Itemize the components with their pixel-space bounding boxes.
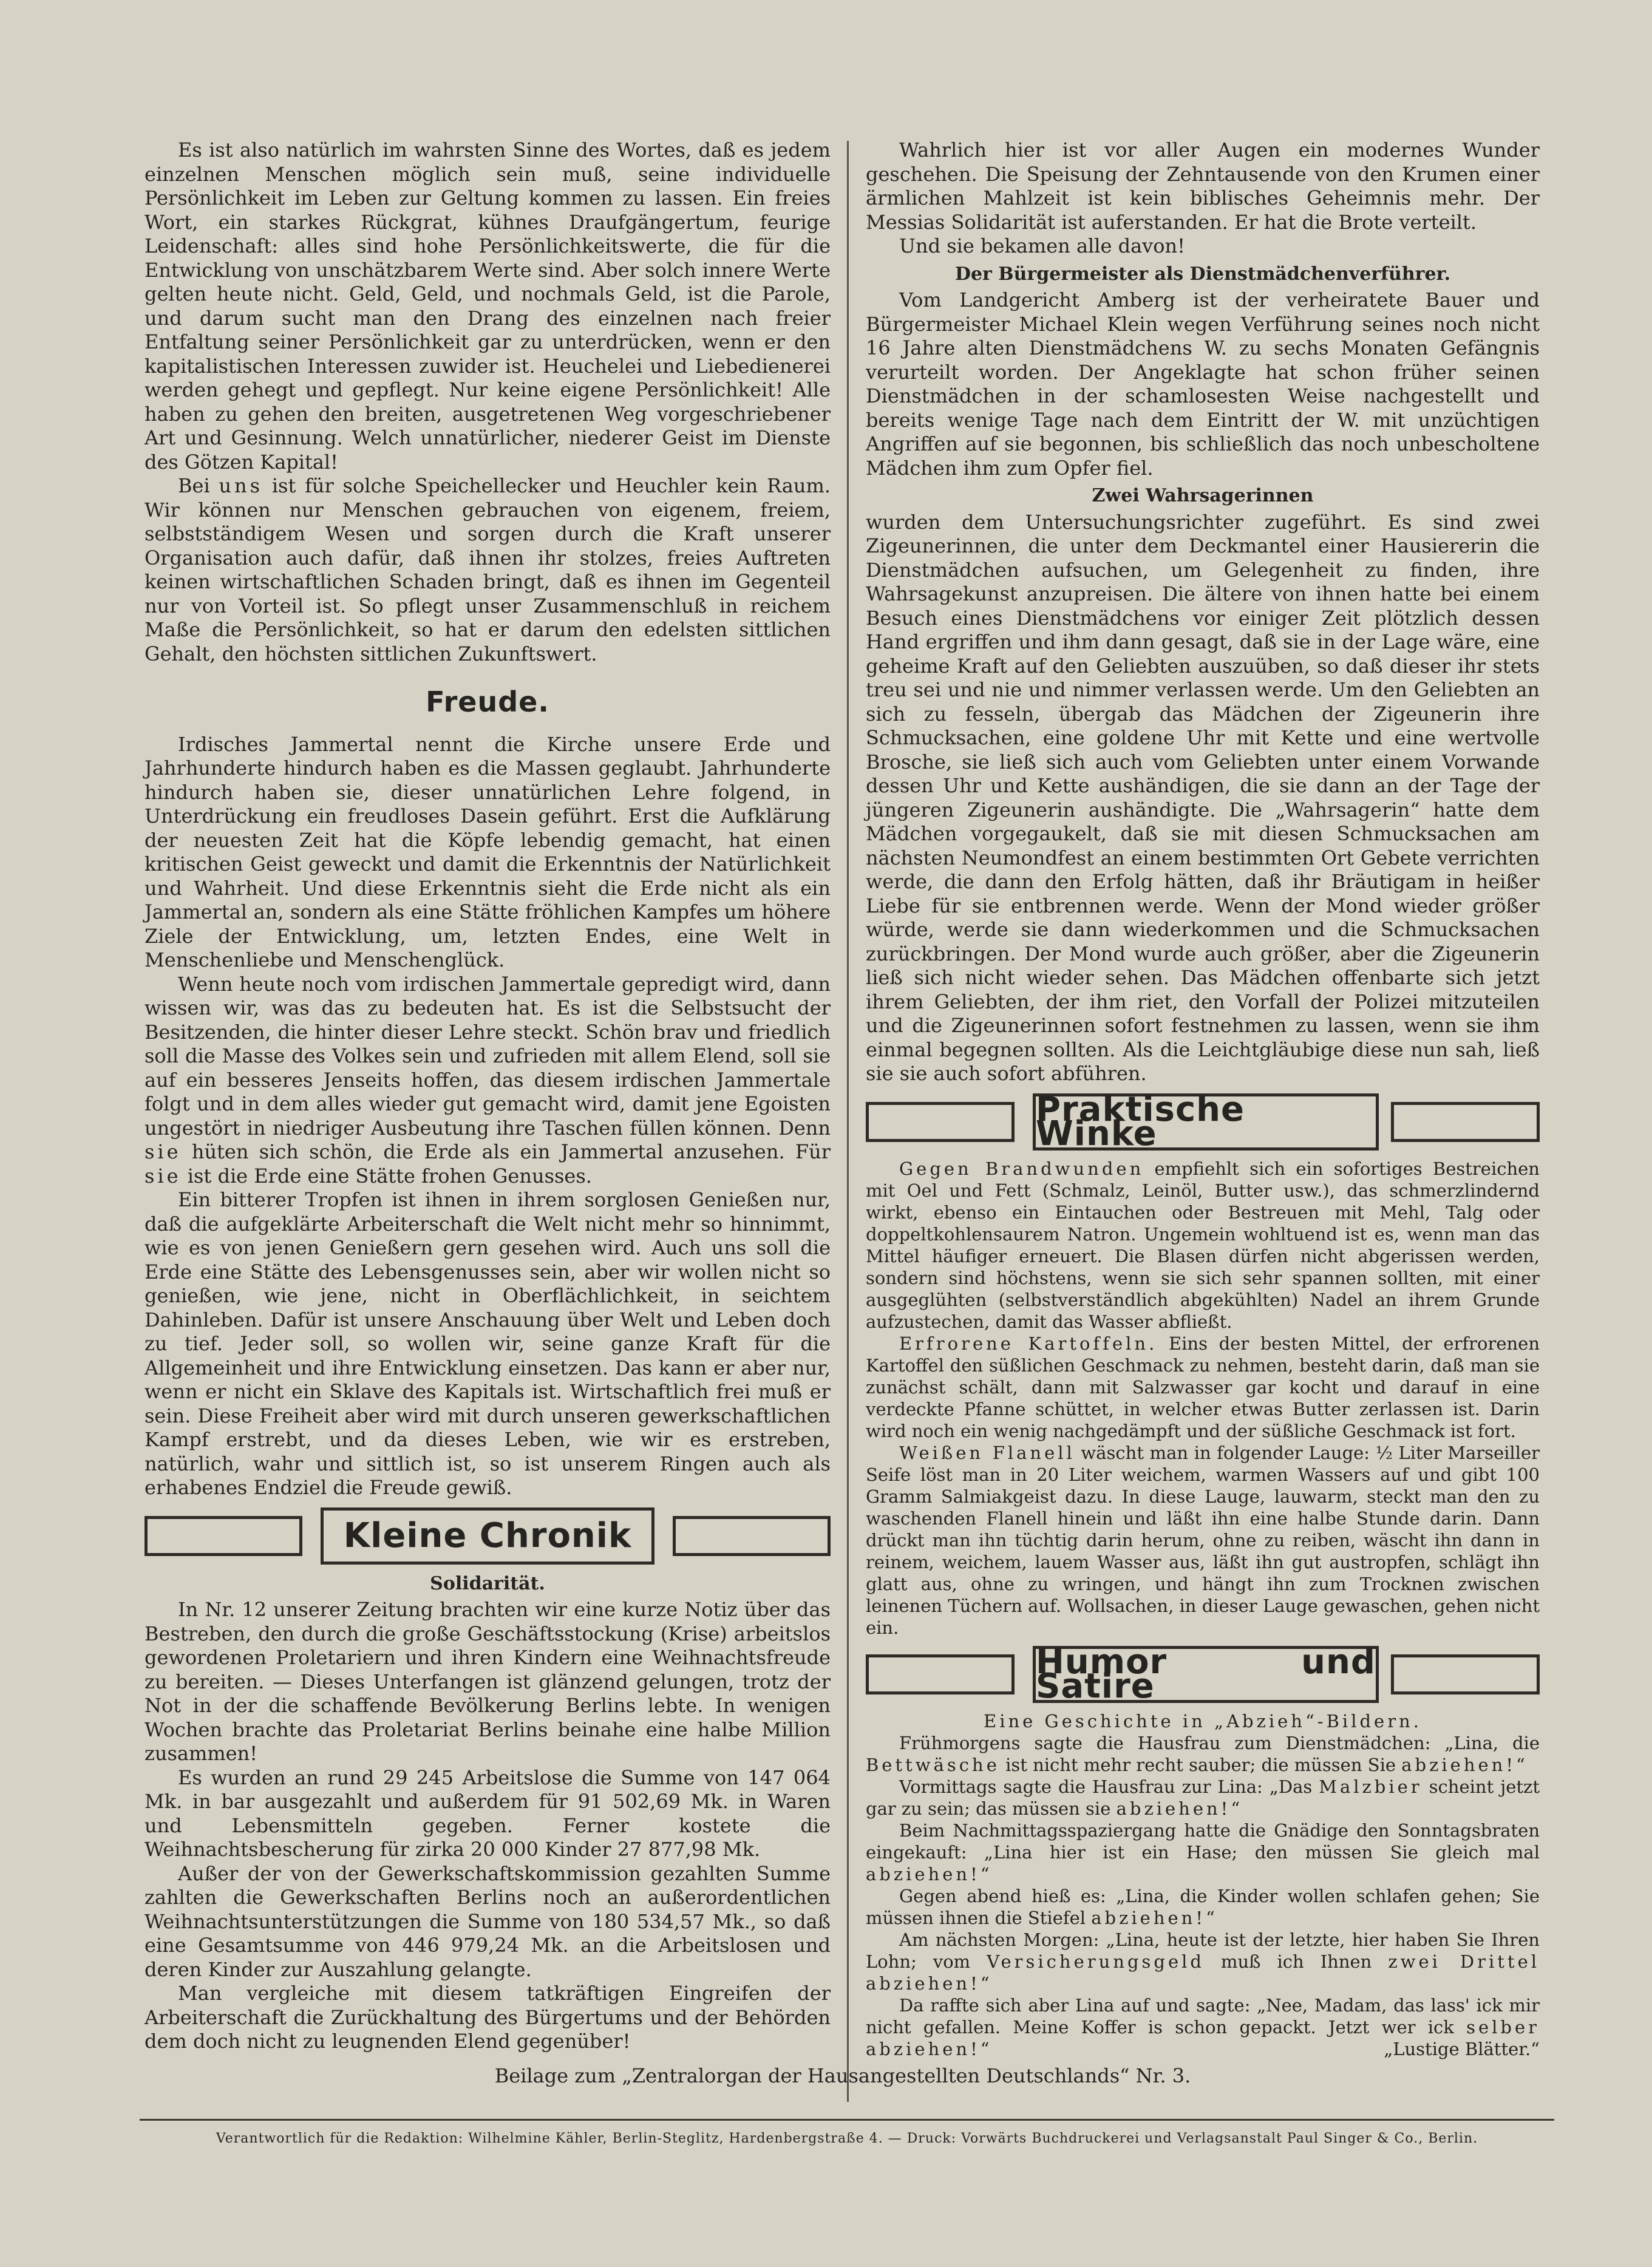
text-span: Beim Nachmittagsspaziergang hatte die Gnädige den Sonntagsbraten eingekauft: „Lina hier ist ein Hase; den müssen Sie gleich mal — [866, 1820, 1540, 1863]
paragraph-jammertale-gepredigt — [144, 973, 831, 1189]
banner-box-right — [1391, 1654, 1540, 1694]
left-column — [144, 138, 831, 2054]
paragraph-wunder: Wahrlich hier ist vor aller Augen ein modernes Wunder geschehen. Die Speisung der Zehntausende von den Krumen einer ärmlichen Mahlzeit ist kein biblisches Geheimnis mehr. Der Messias Solidarität ist auferstanden. Er hat die Brote verteilt. — [866, 138, 1540, 234]
paragraph-kartoffeln — [866, 1333, 1540, 1442]
banner-box-left — [866, 1102, 1015, 1142]
paragraph-jammertal: Irdisches Jammertal nennt die Kirche unsere Erde und Jahrhunderte hindurch haben es die Massen geglaubt. Jahrhunderte hindurch haben sie, dieser unnatürlichen Lehre folgend, in Unterdrückung ein freudloses Dasein geführt. Erst die Aufklärung der neuesten Zeit hat die Köpfe lebendig gemacht, hat einen kritischen Geist geweckt und damit die Erkenntnis der Natürlichkeit und Wahrheit. Und diese Erkenntnis sieht die Erde nicht als ein Jammertal an, sondern als eine Stätte fröhlichen Kampfes um höhere Ziele der Entwicklung, um, letzten Endes, eine Welt in Menschenliebe und Menschenglück. — [144, 732, 831, 971]
text-span: “ — [1206, 1907, 1215, 1928]
banner-box-right — [673, 1516, 831, 1556]
text-span: Da raffte sich aber Lina auf und sagte: „Nee, Madam, das lass' ick mir nicht gefallen. Meine Koffer is schon gepackt. Jetzt wer ick — [866, 1994, 1540, 2038]
spaced-emphasis: abziehen! — [1091, 1907, 1206, 1928]
spaced-emphasis: sie — [144, 1164, 182, 1188]
paragraph-stiefel — [866, 1885, 1540, 1929]
text-span: “ — [1231, 1798, 1240, 1819]
text-span: “ — [1516, 1754, 1525, 1775]
text-span: muß ich Ihnen — [1204, 1951, 1389, 1972]
subheading-solidaritaet: Solidarität. — [430, 1572, 545, 1594]
spaced-emphasis: Bettwäsche — [866, 1754, 1000, 1775]
paragraph-zigeunerinnen: wurden dem Untersuchungsrichter zugeführt. Es sind zwei Zigeunerinnen, die unter dem Deckmantel einer Hausiererin die Dienstmädchen aufsuchen, um Gelegenheit zu finden, ihre Wahrsagekunst anzupreisen. Die ältere von ihnen hatte bei einem Besuch eines Dienstmädchens vor einiger Zeit plötzlich dessen Hand ergriffen und ihm dann gesagt, daß sie in der Lage wäre, eine geheime Kraft auf den Geliebten auszuüben, so daß dieser ihr stets treu sei und nie und nimmer verlassen werde. Um den Geliebten an sich zu fesseln, übergab das Mädchen der Zigeunerin ihre Schmucksachen, eine goldene Uhr mit Kette und eine wertvolle Brosche, sie ließ sich auch vom Geliebten unter einem Vorwande dessen Uhr und Kette aushändigen, die sie dann an der Tage der jüngeren Zigeunerin aushändigte. Die „Wahrsagerin“ hatte dem Mädchen vorgegaukelt, daß sie mit diesen Schmucksachen am nächsten Neumondfest an einem bestimmten Ort Gebete verrichten werde, die dann den Erfolg hätten, daß ihr Bräutigam in heißer Liebe für sie entbrennen werde. Wenn der Mond wieder größer würde, werde sie dann wiederkommen und die Schmucksachen zurückbringen. Der Mond wurde auch größer, aber die Zigeunerin ließ sich nicht wieder sehen. Das Mädchen offenbarte sich jetzt ihrem Geliebten, der ihm riet, den Vorfall der Polizei mitzuteilen und die Zigeunerinnen sofort festnehmen zu lassen, wenn sie ihm einmal begegnen sollten. Als die Leichtgläubige diese nun sah, ließ sie sie auch sofort abführen. — [866, 510, 1540, 1085]
paragraph-gewerkschaften: Außer der von der Gewerkschaftskommission gezahlten Summe zahlten die Gewerkschaften Berlins noch an außerordentlichen Weihnachtsunterstützungen die Summe von 180 534,57 Mk., so daß eine Gesamtsumme von 446 979,24 Mk. an die Arbeitslosen und deren Kinder zur Auszahlung gelangte. — [144, 1861, 831, 1981]
spaced-emphasis: abziehen! — [1116, 1798, 1231, 1819]
paragraph-summe: Es wurden an rund 29 245 Arbeitslose die Summe von 147 064 Mk. in bar ausgezahlt und außerdem für 91 502,69 Mk. in Waren und Lebensmitteln gegeben. Ferner kostete die Weihnachtsbescherung für zirka 20 000 Kinder 27 877,98 Mk. — [144, 1766, 831, 1861]
column-divider — [847, 141, 849, 2102]
text-span: hüten sich schön, die Erde als ein Jammertal anzusehen. Für — [181, 1140, 831, 1163]
paragraph-lohn — [866, 1929, 1540, 1994]
text-span: Eins der besten Mittel, der erfrorenen Kartoffel den süßlichen Geschmack zu nehmen, besteht darin, daß man sie zunächst schält, dann mit Salzwasser gar kocht und darauf in eine verdeckte Pfanne schüttet, in welcher etwas Butter zerlassen ist. Darin wird noch ein wenig nachgedämpft und der süßliche Geschmack ist fort. — [866, 1333, 1540, 1441]
paragraph-landgericht: Vom Landgericht Amberg ist der verheiratete Bauer und Bürgermeister Michael Klein wegen Verführung seines noch nicht 16 Jahre alten Dienstmädchens W. zu sechs Monaten Gefängnis verurteilt worden. Der Angeklagte hat schon früher seinen Dienstmädchen in der schamlosesten Weise nachgestellt und bereits wenige Tage nach dem Eintritt der W. mit unzüchtigen Angriffen auf sie begonnen, bis schließlich das noch unbescholtene Mädchen ihm zum Opfer fiel. — [866, 288, 1540, 480]
paragraph-bei-uns — [144, 474, 831, 666]
text-span: empfiehlt sich ein sofortiges Bestreichen mit Oel und Fett (Schmalz, Leinöl, Butter usw.), das schmerzlindernd wirkt, ebenso ein Eintauchen oder Bestreuen mit Mehl, Talg oder doppeltkohlensaurem Natron. Ungemein wohltuend ist es, wenn man das Mittel häufiger erneuert. Die Blasen dürfen nicht abgerissen werden, sondern sind höchstens, wenn sie sich sehr spannen sollten, mit einer ausgeglühten (selbstverständlich abgekühlten) Nadel an ihrem Grunde aufzustechen, damit das Wasser abfließt. — [866, 1158, 1540, 1332]
spaced-emphasis: selber abziehen! — [866, 2016, 1540, 2059]
spaced-emphasis: Gegen Brandwunden — [899, 1158, 1144, 1179]
text-span: Bei — [178, 474, 219, 497]
paragraph-koffer — [866, 1994, 1540, 2060]
subheading-buergermeister: Der Bürgermeister als Dienstmädchenverführer. — [954, 263, 1451, 285]
text-span: “ — [980, 1973, 990, 1994]
spaced-emphasis: abziehen! — [866, 1863, 981, 1885]
paragraph-bekamen: Und sie bekamen alle davon! — [899, 234, 1185, 257]
spaced-emphasis: Erfrorene Kartoffeln. — [899, 1333, 1158, 1354]
text-span: scheint jetzt gar zu sein; das müssen sie — [866, 1776, 1540, 1819]
paragraph-flanell — [866, 1442, 1540, 1639]
paragraph-malzbier — [866, 1776, 1540, 1820]
banner-praktische-winke — [866, 1090, 1540, 1154]
text-span: Frühmorgens sagte die Hausfrau zum Dienstmädchen: „Lina, die — [899, 1732, 1540, 1753]
text-span: Vormittags sagte die Hausfrau zur Lina: „Das — [899, 1776, 1319, 1797]
right-column — [866, 138, 1540, 2060]
subheading-abzieh-bilder: Eine Geschichte in „Abzieh“-Bildern. — [984, 1710, 1422, 1732]
heading-freude: Freude. — [426, 685, 549, 718]
text-span: “ — [980, 2038, 990, 2059]
text-span: ist die Erde eine Stätte frohen Genusses. — [181, 1164, 592, 1188]
banner-title: Humor und Satire — [1033, 1646, 1379, 1703]
banner-humor-und-satire — [866, 1642, 1540, 1706]
spaced-emphasis: Malzbier — [1319, 1776, 1423, 1797]
footer-divider — [140, 2119, 1554, 2121]
paragraph-persoenlichkeit: Es ist also natürlich im wahrsten Sinne des Wortes, daß es jedem einzelnen Menschen möglich sein muß, seine individuelle Persönlichkeit im Leben zur Geltung kommen zu lassen. Ein freies Wort, ein starkes Rückgrat, kühnes Draufgängertum, feurige Leidenschaft: alles sind hohe Persönlichkeitswerte, die für die Entwicklung von unschätzbarem Werte sind. Aber solch innere Werte gelten heute nicht. Geld, Geld, und nochmals Geld, ist die Parole, und darum sucht man den Drang des einzelnen nach freier Entfaltung seiner Persönlichkeit gar zu unterdrücken, wenn er den kapitalistischen Interessen zuwider ist. Heuchelei und Liebedienerei werden gehegt und gepflegt. Nur keine eigene Persönlichkeit! Alle haben zu gehen den breiten, ausgetretenen Weg vorgeschriebener Art und Gesinnung. Welch unnatürlicher, niederer Geist im Dienste des Götzen Kapital! — [144, 138, 831, 474]
paragraph-brandwunden — [866, 1158, 1540, 1333]
paragraph-bettwaesche — [866, 1732, 1540, 1776]
text-span: Gegen abend hieß es: „Lina, die Kinder wollen schlafen gehen; Sie müssen ihnen die Stiefel — [866, 1885, 1540, 1928]
subheading-wahrsagerinnen: Zwei Wahrsagerinnen — [1092, 485, 1314, 506]
spaced-emphasis: uns — [219, 474, 263, 497]
paragraph-vergleiche: Man vergleiche mit diesem tatkräftigen Eingreifen der Arbeiterschaft die Zurückhaltung des Bürgertums und der Behörden dem doch nicht zu leugnenden Elend gegenüber! — [144, 1982, 831, 2053]
paragraph-hase — [866, 1820, 1540, 1885]
paragraph-bitterer-tropfen: Ein bitterer Tropfen ist ihnen in ihrem sorglosen Genießen nur, daß die aufgeklärte Arbeiterschaft die Welt nicht mehr so hinnimmt, wie es von jenen Genießern gern gesehen wird. Auch uns soll die Erde eine Stätte des Lebensgenusses sein, aber wir wollen nicht so genießen, wie jene, nicht in Oberflächlichkeit, in seichtem Dahinleben. Dafür ist unsere Anschauung über Welt und Leben doch zu tief. Jeder soll, so wollen wir, seine ganze Kraft für die Allgemeinheit und ihre Entwicklung einsetzen. Das kann er aber nur, wenn er nicht ein Sklave des Kapitals ist. Wirtschaftlich frei muß er sein. Diese Freiheit aber wird mit durch unseren gewerkschaftlichen Kampf erstrebt, und da dieses Leben, wie wir es erstreben, natürlich, wahr und sittlich ist, so ist unserem Ringen auch als erhabenes Endziel die Freude gewiß. — [144, 1188, 831, 1499]
banner-kleine-chronik — [144, 1507, 831, 1565]
spaced-emphasis: Weißen Flanell — [899, 1442, 1075, 1463]
text-span: ist nicht mehr recht sauber; die müssen Sie — [999, 1754, 1402, 1775]
banner-box-left — [866, 1654, 1015, 1694]
banner-box-right — [1391, 1102, 1540, 1142]
banner-title: Kleine Chronik — [321, 1507, 654, 1565]
banner-title: Praktische Winke — [1033, 1093, 1379, 1150]
text-span: Wenn heute noch vom irdischen Jammertale gepredigt wird, dann wissen wir, was das zu bedeuten hat. Es ist die Selbstsucht der Besitzenden, die hinter dieser Lehre steckt. Schön brav und friedlich soll die Masse des Volkes sein und zufrieden mit allem Elend, soll sie auf ein besseres Jenseits hoffen, das diesem irdischen Jammertale folgt und in dem alles wieder gut gemacht wird, damit jene Egoisten ungestört in niedriger Ausbeutung ihre Taschen füllen können. Denn — [144, 972, 831, 1140]
spaced-emphasis: abziehen! — [1401, 1754, 1517, 1775]
text-span: ist für solche Speichellecker und Heuchler kein Raum. Wir können nur Menschen gebrauchen von eigenem, freiem, selbstständigem Wesen und sorgen durch die Kraft unserer Organisation auch dafür, daß ihnen ihr stolzes, freies Auftreten keinen wirtschaftlichen Schaden bringt, daß es ihnen im Gegenteil nur von Vorteil ist. So pflegt unser Zusammenschluß in reichem Maße die Persönlichkeit, so hat er darum den edelsten sittlichen Gehalt, den höchsten sittlichen Zukunftswert. — [144, 474, 831, 665]
banner-box-left — [144, 1516, 302, 1556]
source-credit: „Lustige Blätter.“ — [1384, 2038, 1540, 2059]
spaced-emphasis: zwei Drittel abziehen! — [866, 1951, 1540, 1994]
text-span: wäscht man in folgender Lauge: ½ Liter Marseiller Seife löst man in 20 Liter weichem, warmen Wassers auf und gibt 100 Gramm Salmiakgeist dazu. In diese Lauge, lauwarm, steckt man den zu waschenden Flanell hinein und läßt ihn eine halbe Stunde darin. Dann drückt man ihn tüchtig darin herum, ohne zu reiben, wäscht ihn dann in reinem, weichem, lauem Wasser aus, läßt ihn gut austropfen, schlägt ihn glatt aus, ohne zu wringen, und hängt ihn zum Trocknen zwischen leinenen Tüchern auf. Wollsachen, in dieser Lauge gewaschen, gehen nicht ein. — [866, 1442, 1540, 1638]
paragraph-notiz: In Nr. 12 unserer Zeitung brachten wir eine kurze Notiz über das Bestreben, den durch die große Geschäftsstockung (Krise) arbeitslos gewordenen Proletariern und ihren Kindern eine Weihnachtsfreude zu bereiten. — Dieses Unterfangen ist glänzend gelungen, trotz der Not in der die schaffende Bevölkerung Berlins lebte. In wenigen Wochen brachte das Proletariat Berlins beinahe eine halbe Million zusammen! — [144, 1598, 831, 1765]
imprint-line: Verantwortlich für die Redaktion: Wilhelmine Kähler, Berlin-Steglitz, Hardenbergstraße 4. — Druck: Vorwärts Buchdruckerei und Verlagsanstalt Paul Singer & Co., Berlin. — [216, 2131, 1478, 2146]
spaced-emphasis: sie — [144, 1140, 182, 1163]
spaced-emphasis: Versicherungsgeld — [987, 1951, 1205, 1972]
supplement-note: Beilage zum „Zentralorgan der Hausangestellten Deutschlands“ Nr. 3. — [494, 2064, 1191, 2087]
text-span: Am nächsten Morgen: „Lina, heute ist der letzte, hier haben Sie Ihren Lohn; vom — [866, 1929, 1540, 1972]
text-span: “ — [980, 1863, 990, 1885]
